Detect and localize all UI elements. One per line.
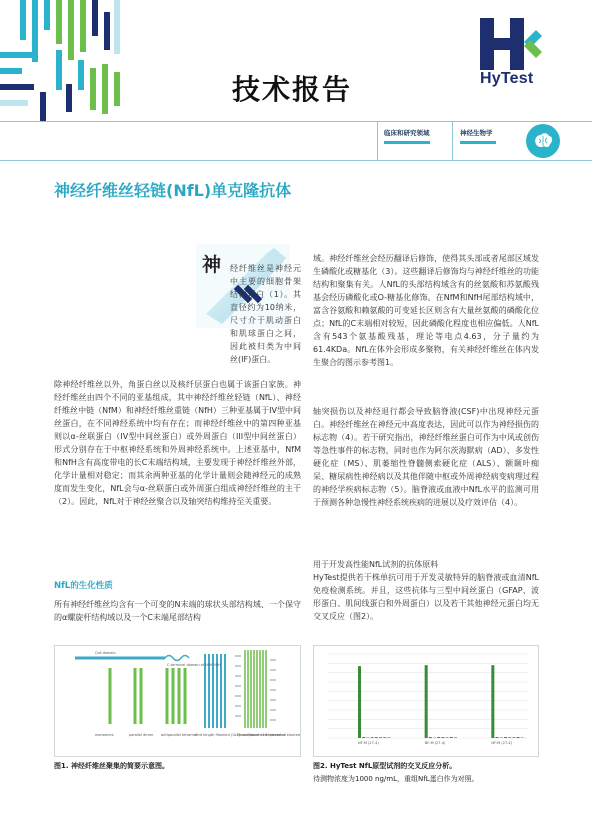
chart-bar <box>517 737 520 738</box>
divider-line <box>0 160 592 161</box>
chart-bar <box>508 737 511 738</box>
report-title: 技术报告 <box>232 73 353 106</box>
neurofilament-diagram <box>55 646 300 756</box>
chart-bar <box>371 737 374 738</box>
subsection-paragraph: HyTest提供若干株单抗可用于开发灵敏特异的脑脊液或血清NfL免疫检测系统。并且，这些抗体与三型中间丝蛋白（GFAP、波形蛋白、肌间线蛋白和外周蛋白）以及若干其他神经元蛋白均无交叉反应（图2）。 <box>313 573 539 621</box>
chart-bar <box>512 737 515 738</box>
chart-bar <box>387 737 390 738</box>
tag-label: 神经生物学 <box>460 129 493 137</box>
tag-underline <box>384 141 430 144</box>
figure-2-caption: 图2. HyTest NfL原型试剂的交叉反应分析。 <box>313 762 457 770</box>
body-paragraph: 域。神经纤维丝会经历翻译后修饰，使得其头部或者尾部区域发生磷酸化或糖基化（3）。这些翻译后修饰均与神经纤维丝的功能结构和聚集有关。人NfL的头部结构域含有的丝氨酸和苏氨酸残基会经历磷酸化或O-糖基化修饰。在NfM和NfH尾部结构域中，富含谷氨酸和赖氨酸的可变延长区则含有大量丝氨酸的磷酸化位点；NfL的C末端相对较短，因此磷酸化程度也相应偏低。人NfL含有543个氨基酸残基，理论等电点4.63，分子量约为61.4KDa。NfL在体外会形成多聚物，有关神经纤维丝在体内发生聚合的图示参考图1。 <box>313 254 539 367</box>
chart-x-label: NF-M (27-4) <box>424 741 446 745</box>
chart-bar <box>362 737 365 738</box>
figure-1 <box>54 645 301 757</box>
chart-bar <box>491 665 494 738</box>
antibody-section <box>313 558 539 623</box>
section-paragraph: 所有神经纤维丝均含有一个可变的N末端的球状头部结构域、一个保守的α螺旋杆结构域以及一个C末端尾部结构 <box>54 600 301 622</box>
figure-label: Unit length filament (ULF) composed of 8 tetramers <box>195 733 286 737</box>
body-paragraph: 轴突损伤以及神经退行都会导致脑脊液(CSF)中出现神经元蛋白。神经纤维丝在神经元中高度表达，因此可以作为神经损伤的标志物（4）。若干研究指出，神经纤维丝蛋白可作为中风或创伤等急性事件的标志物，同时也作为阿尔茨海默病（AD）、多发性硬化症（MS）、肌萎缩性脊髓侧索硬化症（ALS）、额颞叶痴呆、糖尿病性神经病以及其他伴随中枢或外周神经病变病理过程的神经学疾病标志物（5）。脑脊液或血液中NfL水平的监测可用于预测各种急慢性神经系统疾病的进展以及疗效评估（4）。 <box>313 407 539 507</box>
chart-bar <box>358 666 361 738</box>
subsection-title: 用于开发高性能NfL试剂的抗体原料 <box>313 560 439 569</box>
figure-label: Coil domain <box>95 651 116 655</box>
chart-bar <box>496 737 499 738</box>
figure-2-note: 待测物浓度为1000 ng/mL，重组NfL蛋白作为对照。 <box>313 775 479 783</box>
chart-bar <box>379 737 382 738</box>
chart-bar <box>441 737 444 738</box>
intro-paragraph: 经纤维丝是神经元中主要的细胞骨架结构蛋白（1）。其直径约为10纳米，尺寸介于肌动蛋白和肌球蛋白之间，因此被归类为中间丝(IF)蛋白。 <box>230 264 301 364</box>
chart-bar <box>446 737 449 738</box>
chart-x-label: NF-M (27-4) <box>491 741 513 745</box>
brain-icon <box>526 124 560 158</box>
chart-bar <box>521 737 524 738</box>
chart-bars <box>358 665 524 738</box>
divider-line <box>377 121 378 161</box>
figure-label: C-terminal domain of NfM, NfH <box>167 663 221 667</box>
figure-label: monomers <box>95 733 114 737</box>
chart-bar <box>500 737 503 738</box>
tag-clinical <box>384 128 454 152</box>
intro-paragraph: 除神经纤维丝以外，角蛋白丝以及核纤层蛋白也属于该蛋白家族。神经纤维丝由四个不同的亚基组成，其中神经纤维丝轻链（NfL）、神经纤维丝中链（NfM）和神经纤维丝重链（NfH）三种亚基属于IV型中间丝蛋白，在不同神经系统中均有存在；而神经纤维丝中的第四种亚基则以α-丝联蛋白（IV型中间丝蛋白）或外周蛋白（III型中间丝蛋白）形式分别存在于中枢神经系统和外周神经系统中。上述亚基中，NfM和NfH含有高度带电的长C末端结构域，主要发现于神经纤维丝外部，化学计量相对稳定；而其余两种亚基的化学计量则会随神经元的成熟度而发生变化，NfL会与α-丝联蛋白或外周蛋白组成神经纤维丝的主干（2）。因此，NfL对于神经丝聚合以及轴突结构维持至关重要。 <box>54 380 301 506</box>
chart-bar <box>425 665 428 738</box>
figure-label: antiparallel tetramer <box>161 733 198 737</box>
figure-1-caption: 图1. 神经纤维丝聚集的简要示意图。 <box>54 762 169 770</box>
dropcap: 神 <box>202 254 222 276</box>
chart-x-label: NF-M (27-4) <box>358 741 379 745</box>
chart-bar <box>433 737 436 738</box>
cross-reactivity-chart <box>314 646 538 756</box>
chart-bar <box>450 737 453 738</box>
chart-bar <box>429 737 432 738</box>
article-title: 神经纤维丝轻链(NfL)单克隆抗体 <box>54 181 292 200</box>
figure-label: Neurofilament composed of elonted <box>237 733 300 737</box>
chart-bar <box>366 737 369 738</box>
section-heading: NfL的生化性质 <box>54 581 113 591</box>
figure-label: parallel dimer <box>129 733 154 737</box>
figure-2 <box>313 645 539 757</box>
tag-underline <box>460 141 496 144</box>
header-decoration <box>0 0 128 128</box>
tag-neurobiology <box>460 128 520 152</box>
chart-bar <box>454 737 457 738</box>
chart-bar <box>504 737 507 738</box>
tag-label: 临床和研究领域 <box>384 129 430 137</box>
divider-line <box>0 121 592 122</box>
brand-name: HyTest <box>480 70 534 87</box>
chart-bar <box>383 737 386 738</box>
chart-bar <box>437 737 440 738</box>
chart-bar <box>375 737 378 738</box>
chart-x-labels <box>358 741 513 745</box>
